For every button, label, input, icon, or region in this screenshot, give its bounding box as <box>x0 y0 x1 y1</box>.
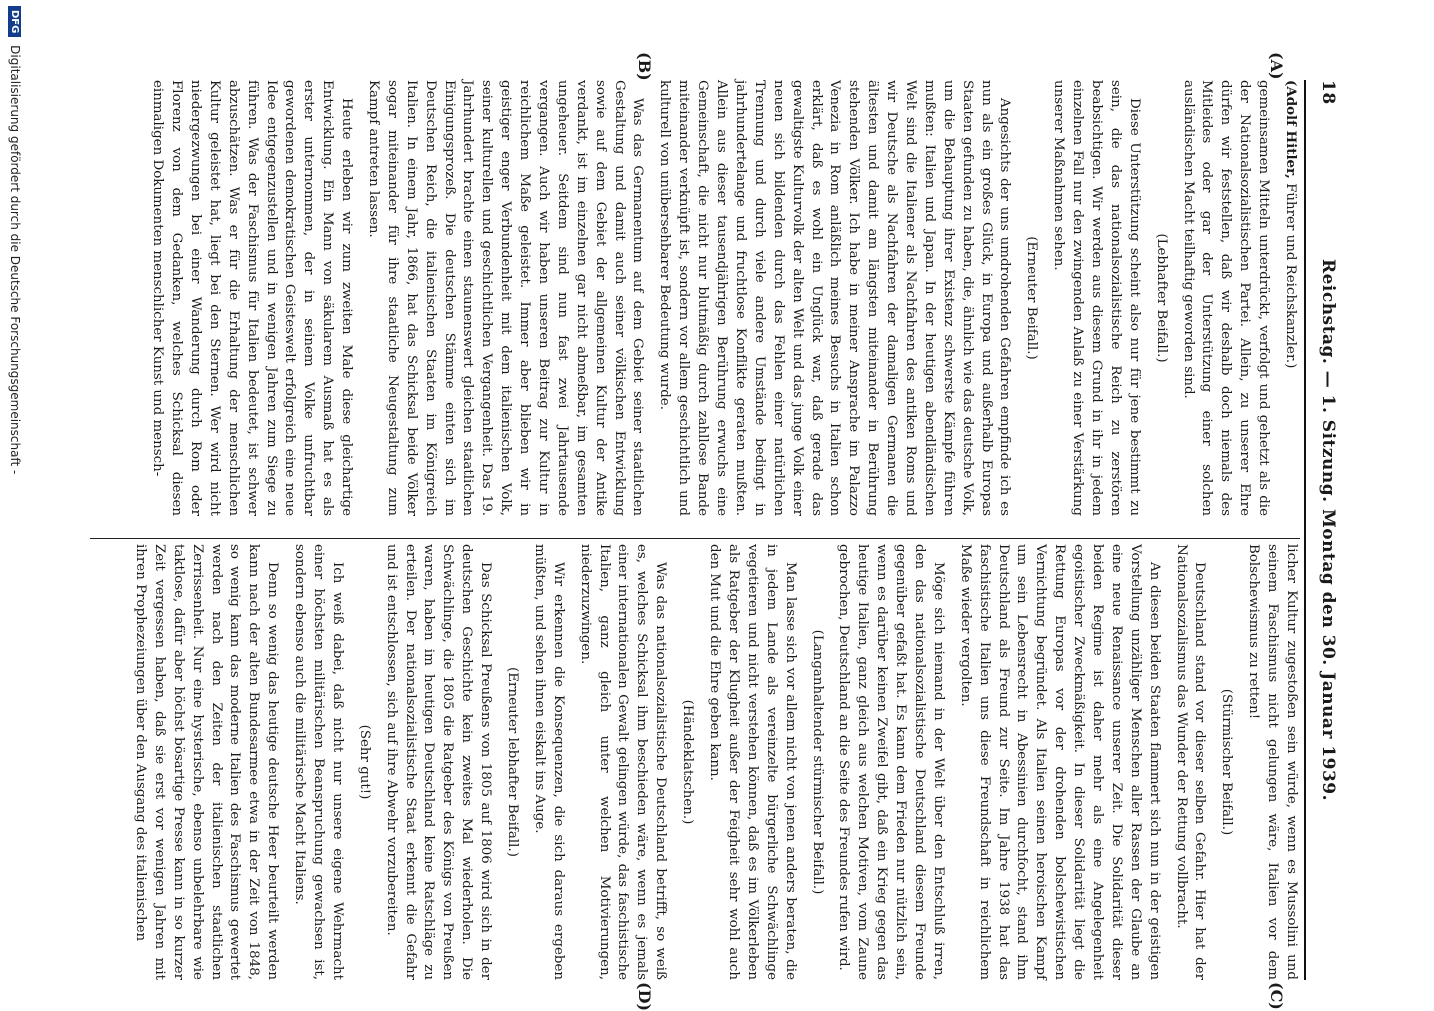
margin-marker-b: (B) <box>635 52 654 81</box>
dfg-logo: DFG <box>8 6 21 37</box>
paragraph: Möge sich niemand in der Welt über den Entschluß irren, den das nationalsozialistische Deutschland diesem Freunde gegenüber gefaßt hat. Es kann dem Frieden nur nützlich sein, wenn es darüber keinen Zweifel gibt, daß ein Krieg gegen das heutige Italien, ganz gleich aus welchen Motiven, vom Zaune gebrochen, Deutschland an die Seite des Freundes rufen wird. <box>836 544 946 980</box>
paragraph: Ich weiß dabei, daß nicht nur unsere eigene Wehrmacht einer höchsten militärischen Beanspruchung gewachsen ist, sondern ebenso auch die militärische Macht Italiens. <box>292 544 345 980</box>
paragraph: Man lasse sich vor allem nicht von jenen anders beraten, die in jedem Lande als vereinzelte bürgerliche Schwächlinge vegetieren und nicht verstehen können, daß es im Völkerleben als Ratgeber der Klugheit außer der Feigheit sehr wohl auch den Mut und die Ehre geben kann. <box>707 544 798 980</box>
paragraph: Diese Unterstützung scheint also nur für jene bestimmt zu sein, die das nationalsozialistische Reich zu zerstören beabsichtigen. Wir werden aus diesem Grund in ihr in jedem einzelnen Fall nur den zwingenden Anlaß zu einer Verstärkung unserer Maßnahmen sehen. <box>1051 80 1142 516</box>
paragraph: gemeinsamen Mitteln unterdrückt, verfolgt und gehetzt als die der Nationalsozialistischen Partei. Allein, zu unserer Ehre dürfen wir feststellen, daß wir deshalb doch niemals des Mitleides oder gar der Unterstützung einer solchen ausländischen Macht teilhaftig geworden sind. <box>1180 80 1272 516</box>
paragraph: Heute erleben wir zum zweiten Male diese gleichartige Entwicklung. Ein Mann von säkularem Ausmaß hat es als erster unternommen, der in seinem Volke unfruchtbar gewordenen demokratischen Geisteswelt erfolgreich eine neue Idee entgegenzustellen und in wenigen Jahren zum Siege zu führen. Was der Faschismus für Italien bedeutet, ist schwer abzuschätzen. Was er für die Erhaltung der menschlichen Kultur geleistet hat, liegt bei den Sternen. Wer wird nicht niedergezwungen bei einer Wanderung durch Rom oder Florenz von dem Gedanken, welches Schicksal diesen einmaligen Dokumenten menschlicher Kunst und mensch- <box>150 80 355 516</box>
paragraph: An diesen beiden Staaten flammert sich nun in der geistigen Vorstellung unzähliger Menschen aller Rassen der Glaube an eine neue Renaissance unserer Zeit. Die Solidarität dieser beiden Regime ist daher mehr als eine Angelegenheit egoistischer Zweckmäßigkeit. In dieser Solidarität liegt die Rettung Europas vor der drohenden bolschewistischen Vernichtung begründet. Als Italien seinen heroischen Kampf um sein Lebensrecht in Abessinien durchfocht, stand ihm Deutschland als Freund zur Seite. Im Jahre 1938 hat das faschistische Italien uns diese Freundschaft in reichlichem Maße wieder vergolten. <box>957 544 1162 980</box>
paragraph: licher Kultur zugestoßen sein würde, wenn es Mussolini und seinem Faschismus nicht gelungen wäre, Italien vor dem Bolschewismus zu retten! <box>1246 544 1299 980</box>
right-column <box>122 544 1300 980</box>
speaker-role: Führer und Reichskanzler.) <box>1283 183 1298 369</box>
paragraph: Wir erkennen die Konsequenzen, die sich daraus ergeben müßten, und sehen ihnen eiskalt ins Auge. <box>531 544 566 980</box>
applause-note: (Händeklatschen.) <box>680 699 696 825</box>
margin-marker-d: (D) <box>635 982 654 1011</box>
paragraph: Was das nationalsozialistische Deutschland betrifft, so weiß es, welches Schicksal ihm beschieden wäre, wenn es jemals einer internationalen Gewalt gelingen würde, das faschistische Italien, ganz gleich unter welchen Motivierungen, niederzuzwingen. <box>577 544 669 980</box>
page-title: Reichstag. — 1. Sitzung. Montag den 30. Januar 1939. <box>1318 258 1338 802</box>
paragraph: Deutschland stand vor dieser selben Gefahr. Hier hat der Nationalsozialismus das Wunder der Rettung vollbracht. <box>1173 544 1208 980</box>
page-number: 18 <box>1318 80 1338 105</box>
applause-note: (Erneuter Beifall.) <box>1024 236 1040 360</box>
paragraph: Das Schicksal Preußens von 1805 auf 1806 wird sich in der deutschen Geschichte kein zweites Mal wiederholen. Die Schwächlinge, die 1805 die Ratgeber des Königs von Preußen waren, haben im heutigen Deutschland keine Ratschläge zu erteilen. Der nationalsozialistische Staat erkennt die Gefahr und ist entschlossen, sich auf ihre Abwehr vorzubereiten. <box>383 544 494 980</box>
digitization-credit <box>8 6 22 996</box>
speaker-line <box>1280 80 1300 516</box>
applause-note: (Langanhaltender stürmischer Beifall.) <box>809 629 825 895</box>
applause-note: (Erneuter lebhafter Beifall.) <box>505 667 521 857</box>
paragraph: Was das Germanentum auf dem Gebiet seiner staatlichen Gestaltung und damit auch seiner völkischen Entwicklung sowie auf dem Gebiet der allgemeinen Kultur der Antike verdankt, ist im einzelnen gar nicht abmeßbar, im gesamten ungeheuer. Seitdem sind nun fast zwei Jahrtausende vergangen. Auch wir haben unseren Beitrag zur Kultur in reichlichem Maße geleistet. Immer aber blieben wir in geistiger enger Verbundenheit mit dem italienischen Volk, seiner kulturellen und geschichtlichen Vergangenheit. Das 19. Jahrhundert brachte einen staunenswert gleichen staatlichen Einigungsprozeß. Die deutschen Stämme einten sich im Deutschen Reich, die italienischen Staaten im Königreich Italien. In einem Jahr, 1866, hat das Schicksal beide Völker sogar miteinander für ihre staatliche Neugestaltung zum Kampf antreten lassen. <box>366 80 646 516</box>
speaker-name: (Adolf Hitler, <box>1283 80 1299 179</box>
credit-text: Digitalisierung gefördert durch die Deutsche Forschungsgemeinschaft - <box>8 45 22 475</box>
column-divider <box>90 538 1300 539</box>
page-header <box>1308 80 1338 980</box>
applause-note: (Stürmischer Beifall.) <box>1219 688 1235 836</box>
applause-note: (Sehr gut!) <box>356 724 372 800</box>
applause-note: (Lebhafter Beifall.) <box>1153 233 1169 363</box>
left-column <box>139 80 1300 516</box>
paragraph: Angesichts der uns umdrohenden Gefahren empfinde ich es nun als ein großes Glück, in Europa und außerhalb Europas Staaten gefunden zu haben, die, ähnlich wie das deutsche Volk, um die Behauptung ihrer Existenz schwerste Kämpfe führen mußten: Italien und Japan. In der heutigen abendländischen Welt sind die Italiener als Nachfahren des antiken Roms und wir Deutsche als Nachfahren der damaligen Germanen die ältesten und damit am längsten miteinander in Berührung stehenden Völker. Ich habe in meiner Ansprache im Palazzo Venezia in Rom anläßlich meines Besuchs in Italien schon erklärt, daß es wohl ein Unglück war, daß gerade das gewaltigste Kulturvolk der alten Welt und das junge Volk einer neuen sich bildenden durch das Fehlen einer natürlichen Trennung und durch viele andere Umstände bedingt in jahrhundertelange und fruchtlose Konflikte geraten mußten. Allein aus dieser tausendjährigen Berührung erwuchs eine Gemeinschaft, die nicht nur blutmäßig durch zahllose Bande miteinander verknüpft ist, sondern vor allem geschichtlich und kulturell von unübersehbarer Bedeutung wurde. <box>657 80 1013 516</box>
header-rule <box>1304 80 1306 980</box>
margin-marker-c: (C) <box>1267 982 1286 1010</box>
paragraph: Denn so wenig das heutige deutsche Heer beurteilt werden kann nach der alten Bundesarmee etwa in der Zeit von 1848, so wenig kann das moderne Italien des Faschismus gewertet werden nach den Zeiten der italienischen staatlichen Zerrissenheit. Nur eine hysterische, ebenso unbelehrbare wie taktlose, dafür aber höchst bösartige Presse kann in so kurzer Zeit vergessen haben, daß sie erst vor wenigen Jahren mit ihren Prophezeiungen über den Ausgang des italienischen <box>133 544 281 980</box>
margin-marker-a: (A) <box>1267 52 1286 80</box>
